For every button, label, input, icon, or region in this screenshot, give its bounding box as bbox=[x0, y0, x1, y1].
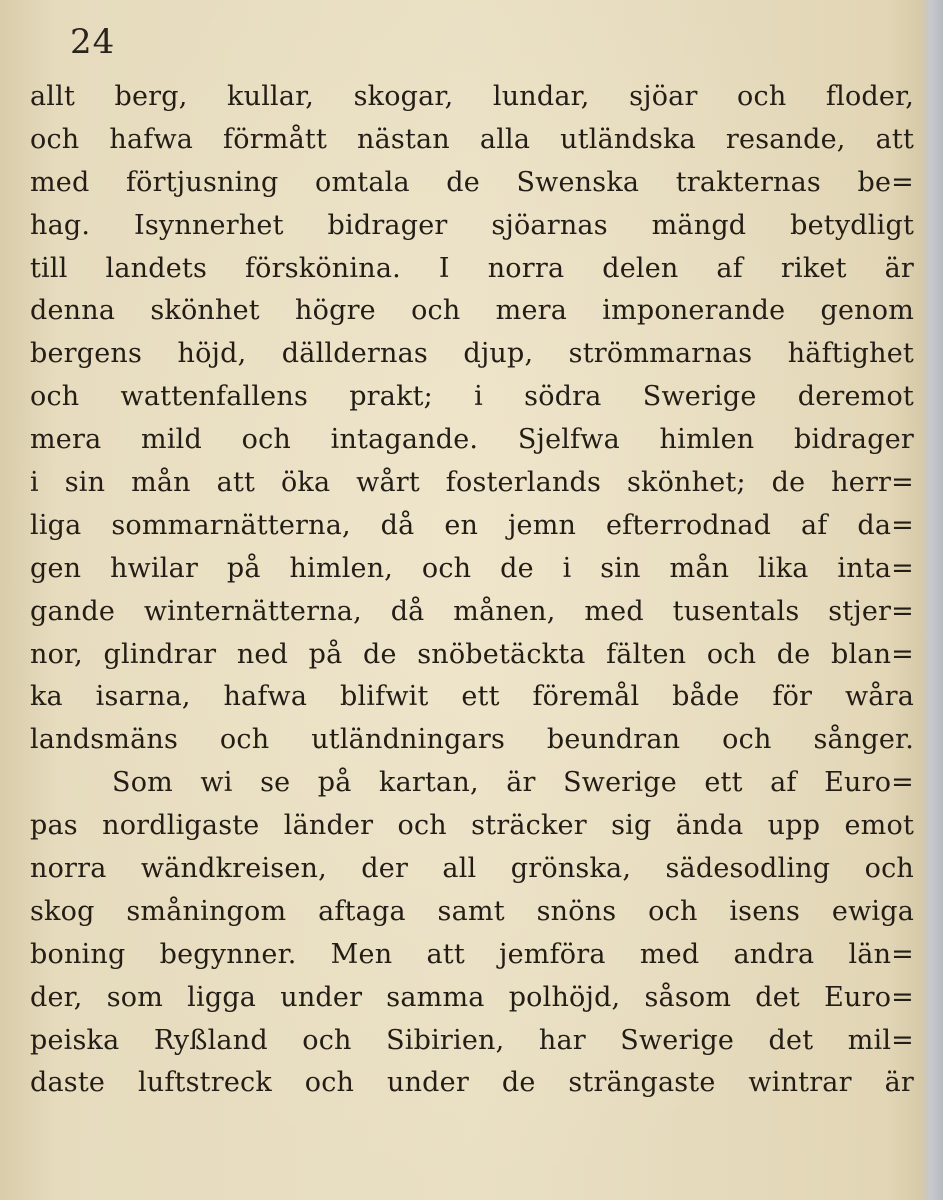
text-line: skog småningom aftaga samt snöns och isens ewiga bbox=[30, 895, 914, 927]
text-line: nor, glindrar ned på de snöbetäckta fälten och de blan= bbox=[30, 638, 914, 670]
paragraph-end-line: landsmäns och utländningars beundran och sånger. bbox=[30, 724, 914, 756]
text-line: gande winternätterna, då månen, med tusentals stjer= bbox=[30, 595, 914, 627]
text-line: gen hwilar på himlen, och de i sin mån lika inta= bbox=[30, 552, 914, 584]
text-line: boning begynner. Men att jemföra med andra län= bbox=[30, 938, 914, 970]
text-line: till landets förskönina. I norra delen af riket är bbox=[30, 252, 914, 284]
text-line: och wattenfallens prakt; i södra Swerige deremot bbox=[30, 381, 914, 413]
text-line: liga sommarnätterna, då en jemn efterrodnad af da= bbox=[30, 509, 914, 541]
text-line: mera mild och intagande. Sjelfwa himlen bidrager bbox=[30, 424, 914, 456]
text-line: pas nordligaste länder och sträcker sig ända upp emot bbox=[30, 810, 914, 842]
text-line: och hafwa förmått nästan alla utländska resande, att bbox=[30, 123, 914, 155]
paragraph-start-line: Som wi se på kartan, är Swerige ett af Euro= bbox=[112, 767, 914, 799]
text-line: i sin mån att öka wårt fosterlands skönhet; de herr= bbox=[30, 467, 914, 499]
page-number: 24 bbox=[70, 22, 116, 62]
text-line: norra wändkreisen, der all grönska, sädesodling och bbox=[30, 853, 914, 885]
text-line: daste luftstreck och under de strängaste wintrar är bbox=[30, 1067, 914, 1099]
text-line: allt berg, kullar, skogar, lundar, sjöar och floder, bbox=[30, 81, 914, 112]
text-line: peiska Ryßland och Sibirien, har Swerige det mil= bbox=[30, 1024, 914, 1056]
text-line: der, som ligga under samma polhöjd, såsom det Euro= bbox=[30, 981, 914, 1013]
text-line: denna skönhet högre och mera imponerande genom bbox=[30, 295, 914, 327]
body-text bbox=[30, 76, 914, 1105]
text-line: ka isarna, hafwa blifwit ett föremål både för wåra bbox=[30, 681, 914, 713]
text-line: bergens höjd, dälldernas djup, strömmarnas häftighet bbox=[30, 338, 914, 370]
text-line: hag. Isynnerhet bidrager sjöarnas mängd betydligt bbox=[30, 209, 914, 241]
page-edge-shadow bbox=[921, 0, 943, 1200]
text-line: med förtjusning omtala de Swenska trakternas be= bbox=[30, 166, 914, 198]
